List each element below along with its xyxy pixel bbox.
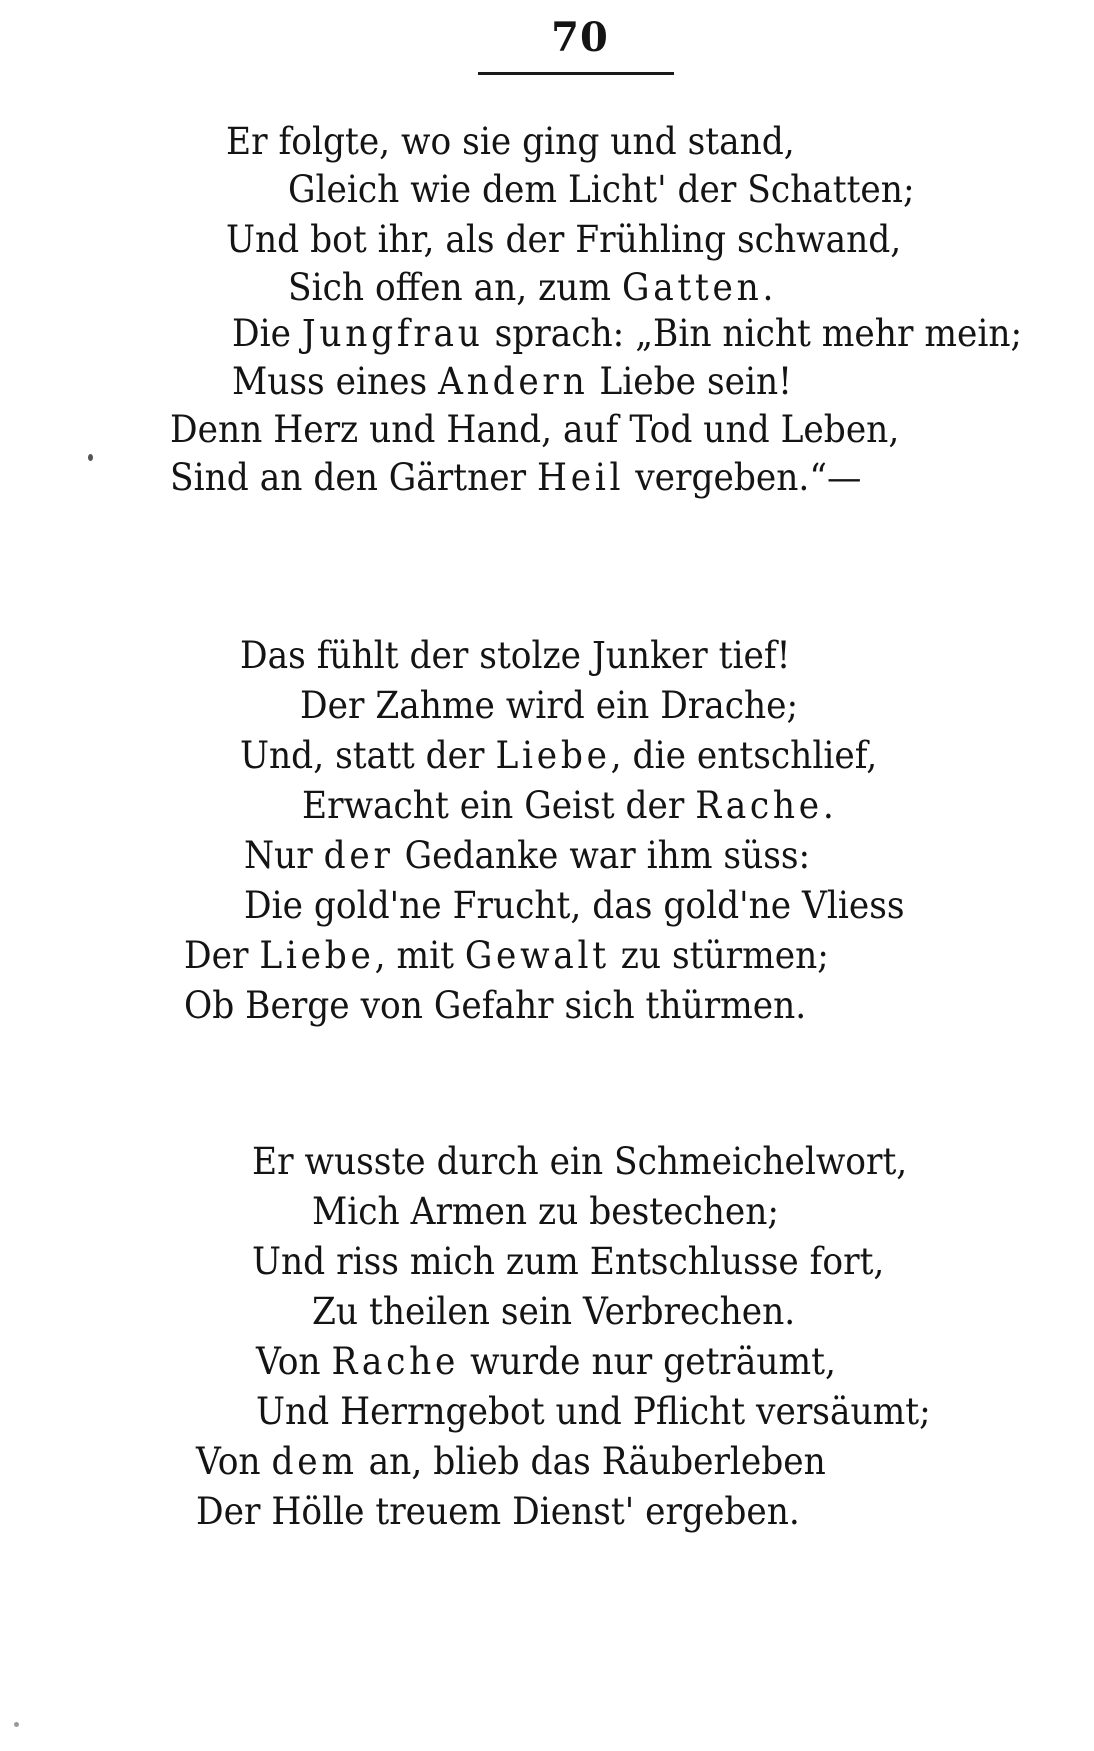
verse-line: Und bot ihr, als der Frühling schwand, <box>226 218 902 261</box>
verse-line: Er wusste durch ein Schmeichelwort, <box>252 1140 908 1183</box>
verse-line: Der Hölle treuem Dienst' ergeben. <box>196 1490 800 1533</box>
verse-line: Erwacht ein Geist der Rache. <box>302 784 834 827</box>
verse-line: Und riss mich zum Entschlusse fort, <box>252 1240 885 1283</box>
page-number: 70 <box>551 14 609 61</box>
verse-line: Ob Berge von Gefahr sich thürmen. <box>184 984 807 1027</box>
verse-line: Und, statt der Liebe, die entschlief, <box>240 734 878 777</box>
header-rule <box>478 72 674 75</box>
verse-line: Der Liebe, mit Gewalt zu stürmen; <box>184 934 829 977</box>
verse-line: Der Zahme wird ein Drache; <box>300 684 799 727</box>
verse-line: Muss eines Andern Liebe sein! <box>232 360 793 403</box>
verse-line: Die gold'ne Frucht, das gold'ne Vliess <box>244 884 905 927</box>
verse-line: Sich offen an, zum Gatten. <box>288 266 774 309</box>
verse-line: Nur der Gedanke war ihm süss: <box>244 834 811 877</box>
verse-line: Er folgte, wo sie ging und stand, <box>226 120 795 163</box>
verse-line: Mich Armen zu bestechen; <box>312 1190 780 1233</box>
verse-line: Von dem an, blieb das Räuberleben <box>196 1440 826 1483</box>
verse-line: Gleich wie dem Licht' der Schatten; <box>288 168 915 211</box>
ink-speck <box>14 1722 19 1727</box>
verse-line: Und Herrngebot und Pflicht versäumt; <box>256 1390 931 1433</box>
verse-line: Sind an den Gärtner Heil vergeben.“— <box>170 456 862 499</box>
ink-speck <box>88 454 93 461</box>
verse-line: Zu theilen sein Verbrechen. <box>312 1290 796 1333</box>
verse-line: Denn Herz und Hand, auf Tod und Leben, <box>170 408 900 451</box>
verse-line: Das fühlt der stolze Junker tief! <box>240 634 791 677</box>
verse-line: Von Rache wurde nur geträumt, <box>256 1340 836 1383</box>
verse-line: Die Jungfrau sprach: „Bin nicht mehr mein; <box>232 312 1023 355</box>
